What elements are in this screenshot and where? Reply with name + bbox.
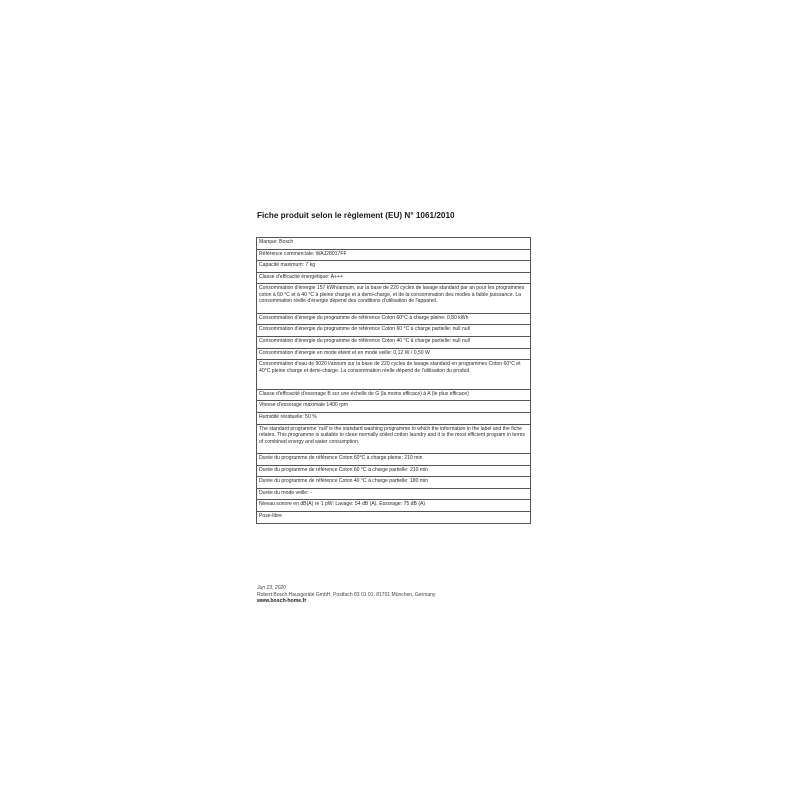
table-cell: Consommation d'énergie du programme de référence Coton 40 °C à charge partielle: null null: [257, 337, 531, 349]
table-cell: Durée du mode veille: -: [257, 488, 531, 500]
table-row: [257, 360, 531, 390]
footer-date: Jun 23, 2020: [257, 585, 286, 591]
table-row: [257, 412, 531, 424]
table-cell: Humidité résiduelle: 50 %: [257, 412, 531, 424]
table-row: [257, 477, 531, 489]
table-row: [257, 272, 531, 284]
table-row: [257, 389, 531, 401]
table-cell: Pose-libre: [257, 512, 531, 524]
table-row: [257, 249, 531, 261]
table-cell: Consommation d'énergie du programme de référence Coton 60 °C à charge partielle: null null: [257, 325, 531, 337]
table-row: [257, 454, 531, 466]
table-row: [257, 313, 531, 325]
table-row: [257, 500, 531, 512]
footer-address: Robert Bosch Hausgeräte GmbH, Postfach 83 01 01, 81701 München, Germany: [257, 591, 436, 598]
table-cell: The standard programme 'null' is the standard washing programme to which the information in the label and the fiche relates. This programme is suitable to clean normally soiled cotton laundry and it is the most efficient program in terms of combined energy and water consumption.: [257, 424, 531, 454]
table-cell: Consommation d'eau de 9020 l/annum sur la base de 220 cycles de lavage standard en programmes Coton 60°C et 40°C pleine charge et demi-charge. La consommation réelle dépend de l'utilisation du produit.: [257, 360, 531, 390]
table-row: [257, 325, 531, 337]
table-row: [257, 488, 531, 500]
table-row: [257, 348, 531, 360]
table-row: [257, 261, 531, 273]
table-cell: Classe d'efficacité énergétique: A+++: [257, 272, 531, 284]
table-cell: Durée du programme de référence Coton 60°C à charge pleine: 210 min: [257, 454, 531, 466]
table-row: [257, 238, 531, 250]
table-cell: Consommation d'énergie du programme de référence Coton 60°C à charge pleine: 0,80 kWh: [257, 313, 531, 325]
table-cell: Niveau sonore en dB(A) re 1 pW: Lavage: 54 dB (A), Essorage: 75 dB (A): [257, 500, 531, 512]
table-row: [257, 512, 531, 524]
table-cell: Consommation d'énergie 157 kWh/annum, sur la base de 220 cycles de lavage standard par an pour les programmes coton à 60 °C et à 40 °C à pleine charge et à demi-charge, et de la consommation des modes à faible puissance. La consommation réelle d'énergie dépend des conditions d'utilisation de l'appareil.: [257, 284, 531, 314]
page-title: Fiche produit selon le règlement (EU) N° 1061/2010: [257, 211, 455, 220]
footer-website-link[interactable]: www.bosch-home.fr: [257, 598, 307, 604]
page-footer: [257, 585, 577, 605]
table-row: [257, 284, 531, 314]
table-row: [257, 337, 531, 349]
table-row: [257, 401, 531, 413]
table-cell: Durée du programme de référence Coton 60 °C à charge partielle: 210 min: [257, 465, 531, 477]
table-cell: Classe d'efficacité d'essorage B sur une échelle de G (la moins efficace) à A (le plus efficace): [257, 389, 531, 401]
table-row: [257, 424, 531, 454]
table-cell: Marque: Bosch: [257, 238, 531, 250]
table-cell: Consommation d'énergie en mode éteint et en mode veille: 0,12 W / 0,50 W: [257, 348, 531, 360]
product-spec-table: [256, 237, 531, 524]
table-cell: Capacité maximum: 7 kg: [257, 261, 531, 273]
table-cell: Durée du programme de référence Coton 40 °C à charge partielle: 180 min: [257, 477, 531, 489]
table-cell: Vitesse d'essorage maximale 1400 rpm: [257, 401, 531, 413]
table-cell: Référence commerciale: WAJ28017FF: [257, 249, 531, 261]
table-row: [257, 465, 531, 477]
